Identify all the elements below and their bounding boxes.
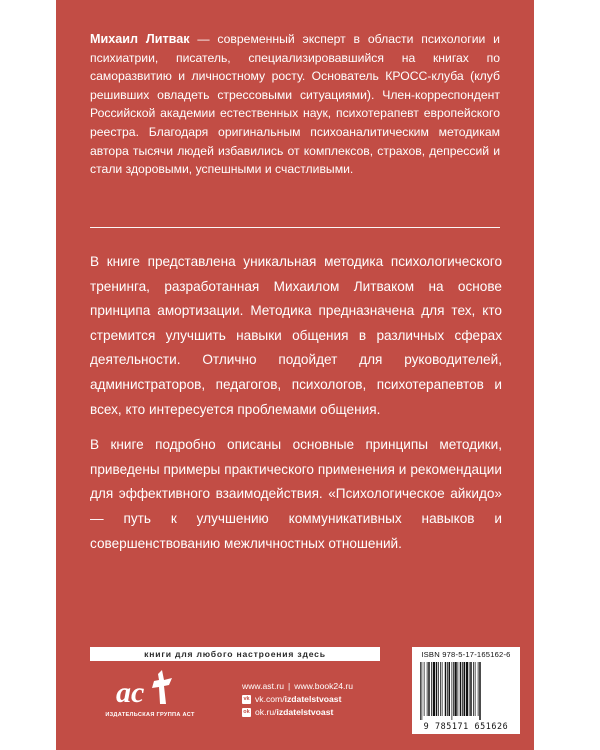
ast-logo-icon [114, 668, 186, 710]
barcode-bar [462, 662, 463, 716]
logo-lettering: ас [116, 676, 145, 709]
barcode-bar [436, 662, 438, 716]
vk-icon: vk [243, 696, 250, 702]
barcode-bar [460, 662, 462, 716]
barcode-bar [445, 662, 447, 716]
barcode-bar [469, 662, 470, 716]
section-divider [90, 227, 500, 228]
barcode-bar [442, 662, 443, 716]
barcode-bar [466, 662, 468, 716]
barcode-bar [478, 662, 479, 716]
barcode-panel [412, 647, 520, 734]
website-link-book24[interactable]: www.book24.ru [294, 681, 354, 691]
barcode-bar [428, 662, 430, 716]
barcode-bar [475, 662, 476, 716]
book-back-cover [56, 0, 534, 750]
barcode-bar [424, 662, 425, 716]
barcode-bar [479, 662, 481, 720]
isbn-text: ISBN 978-5-17-165162-6 [421, 650, 511, 659]
description-paragraph-1: В книге представлена уникальная методика психологического тренинга, разработанная Михаилом Литваком на основе принципа амортизации. Методика предназначена для тех, кто стремится улучшить навыки общения в различных сферах деятельности. Отлично подойдет для руководителей, администраторов, педагогов, психологов, психотерапевтов и всех, кто интересуется проблемами общения. [90, 254, 502, 417]
description-paragraph-2: В книге подробно описаны основные принципы методики, приведены примеры практического применения и рекомендации для эффективного взаимодействия. «Психологическое айкидо» — путь к улучшению коммуникативных навыков и совершенствованию межличностных отношений. [90, 437, 502, 551]
book-description [90, 250, 502, 567]
publisher-name: ИЗДАТЕЛЬСКАЯ ГРУППА АСТ [105, 712, 195, 718]
vk-link-prefix: vk.com/ [255, 694, 285, 704]
author-name: Михаил Литвак [90, 32, 190, 46]
barcode-bar [455, 662, 457, 716]
barcode-bar [440, 662, 441, 716]
barcode-bar [473, 662, 474, 716]
website-separator: | [288, 681, 291, 691]
publisher-logo [90, 668, 210, 728]
author-bio-text: — современный эксперт в области психологии и психиатрии, писатель, специализировавшийся на книгах по саморазвитию и личностному росту. Основатель КРОСС-клуба (клуб решивших овладеть стрессовыми ситуациями). Член-корреспондент Российской академии естественных наук, психотерапевт европейского реестра. Благодаря оригинальным психоаналитическим методикам автора тысячи людей избавились от комплексов, страхов, депрессий и стали здоровыми, успешными и счастливыми. [90, 32, 500, 177]
barcode-bar [422, 662, 423, 720]
barcode-bar [438, 662, 439, 716]
ok-row[interactable] [242, 706, 392, 719]
barcode-bar [458, 662, 459, 716]
barcode-number: 9 785171 651626 [423, 721, 509, 731]
barcode-bar [452, 662, 453, 720]
vk-link-handle: izdatelstvoast [284, 694, 342, 704]
barcode-icon [418, 662, 514, 720]
barcode-bar [431, 662, 432, 716]
logo-figure [152, 670, 172, 704]
barcode-bar [464, 662, 466, 716]
vk-row[interactable] [242, 693, 392, 706]
barcode-bar [447, 662, 448, 716]
website-row [242, 680, 392, 693]
barcode-bar [433, 662, 435, 716]
barcode-bar [470, 662, 472, 716]
author-bio [90, 30, 500, 179]
barcode-bar [427, 662, 428, 716]
publisher-contacts [242, 680, 392, 719]
barcode-bar [449, 662, 451, 716]
publisher-slogan: книги для любого настроения здесь [90, 647, 380, 661]
ok-link-handle: izdatelstvoast [276, 707, 334, 717]
barcode-bar [453, 662, 454, 716]
barcode-bar [420, 662, 421, 720]
ok-link-prefix: ok.ru/ [255, 707, 277, 717]
website-link-ast[interactable]: www.ast.ru [242, 681, 285, 691]
ok-icon: ok [243, 709, 250, 715]
